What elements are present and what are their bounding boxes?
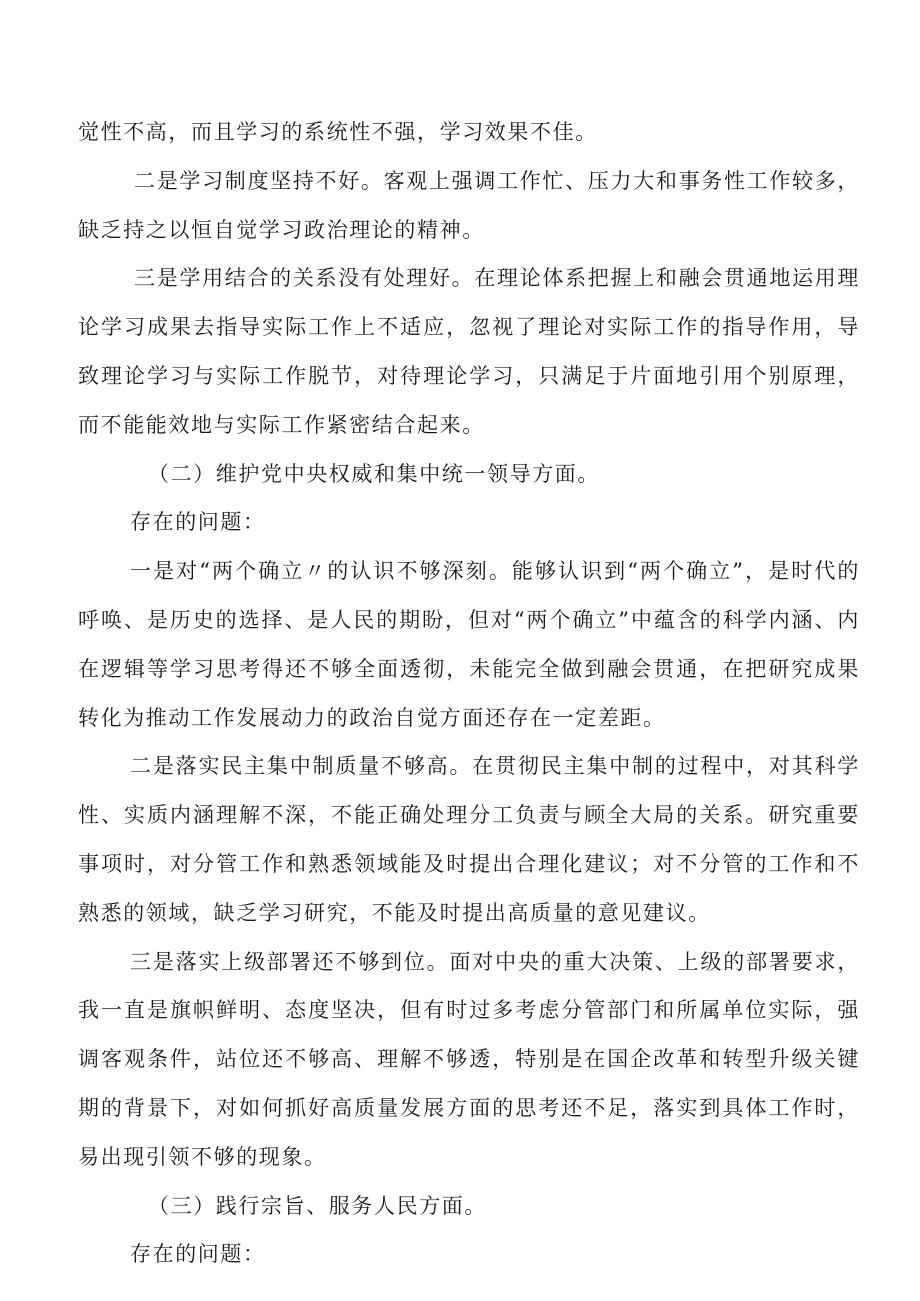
section-heading-2: （二）维护党中央权威和集中统一领导方面。 bbox=[148, 461, 600, 486]
document-page bbox=[78, 108, 860, 1279]
paragraph-democratic-centralism: 二是落实民主集中制质量不够高。在贯彻民主集中制的过程中，对其科学性、实质内涵理解不深，不能正确处理分工负责与顾全大局的关系。研究重要事项时，对分管工作和熟悉领域能及时提出合理化建议；对不分管的工作和不熟悉的领域，缺乏学习研究，不能及时提出高质量的意见建议。 bbox=[78, 754, 860, 925]
paragraph-theory-practice: 三是学用结合的关系没有处理好。在理论体系把握上和融会贯通地运用理论学习成果去指导实际工作上不适应，忽视了理论对实际工作的指导作用，导致理论学习与实际工作脱节，对待理论学习，只满足于片面地引用个别原理，而不能能效地与实际工作紧密结合起来。 bbox=[78, 266, 860, 437]
paragraph-study-system: 二是学习制度坚持不好。客观上强调工作忙、压力大和事务性工作较多，缺乏持之以恒自觉学习政治理论的精神。 bbox=[78, 168, 860, 242]
paragraph-implementation: 三是落实上级部署还不够到位。面对中央的重大决策、上级的部署要求，我一直是旗帜鲜明、态度坚决，但有时过多考虑分管部门和所属单位实际，强调客观条件，站位还不够高、理解不够透，特别是在国企改革和转型升级关键期的背景下，对如何抓好高质量发展方面的思考还不足，落实到具体工作时，易出现引领不够的现象。 bbox=[78, 949, 860, 1169]
problems-label-2: 存在的问题： bbox=[130, 1242, 266, 1267]
problems-label-1: 存在的问题： bbox=[130, 510, 266, 535]
section-heading-3: （三）践行宗旨、服务人民方面。 bbox=[148, 1193, 487, 1218]
paragraph-two-establishments: 一是对“两个确立〃的认识不够深刻。能够认识到“两个确立”，是时代的呼唤、是历史的选择、是人民的期盼，但对“两个确立”中蕴含的科学内涵、内在逻辑等学习思考得还不够全面透彻，未能完全做到融会贯通，在把研究成果转化为推动工作发展动力的政治自觉方面还存在一定差距。 bbox=[78, 559, 860, 730]
paragraph-continuation: 觉性不高，而且学习的系统性不强，学习效果不佳。 bbox=[78, 120, 598, 144]
